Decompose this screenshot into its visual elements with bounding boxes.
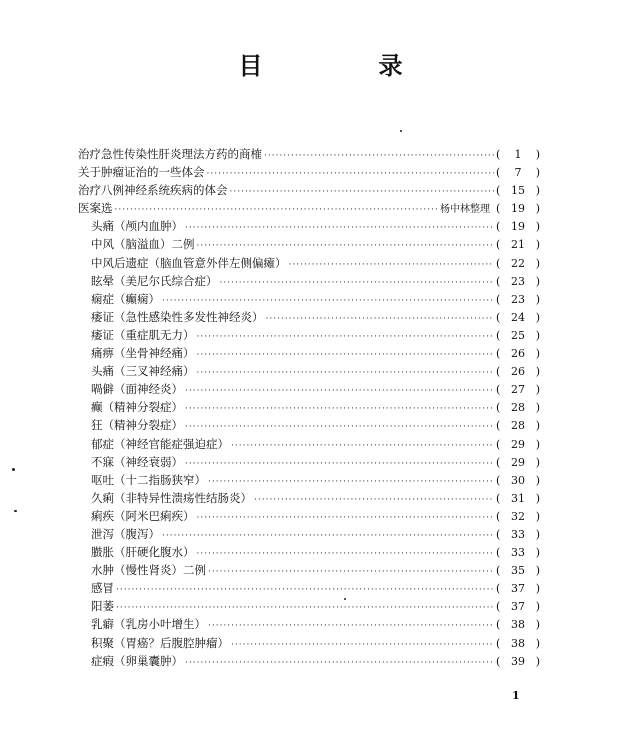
toc-entry bbox=[78, 326, 540, 344]
page-ref-number: 24 bbox=[511, 310, 525, 324]
toc-entry-page bbox=[496, 309, 540, 326]
dot-leader bbox=[231, 437, 494, 453]
paren-close: ) bbox=[535, 292, 540, 306]
dot-leader bbox=[220, 274, 495, 290]
toc-entry-page bbox=[496, 200, 540, 217]
toc-entry-page bbox=[496, 399, 540, 416]
dot-leader bbox=[208, 617, 494, 633]
paren-open: ( bbox=[496, 491, 501, 505]
scan-speck bbox=[400, 130, 402, 132]
paren-open: ( bbox=[496, 148, 501, 161]
dot-leader bbox=[116, 599, 494, 615]
toc-entry-title: 臌胀（肝硬化腹水） bbox=[91, 545, 195, 560]
paren-close: ) bbox=[535, 455, 540, 469]
paren-close: ) bbox=[535, 220, 540, 234]
page-ref-number: 35 bbox=[511, 564, 525, 578]
dot-leader bbox=[197, 545, 495, 561]
toc-entry bbox=[78, 344, 540, 362]
paren-close: ) bbox=[535, 274, 540, 288]
toc-entry-page bbox=[496, 417, 540, 434]
toc-entry bbox=[78, 145, 540, 163]
page-ref-number: 27 bbox=[511, 383, 525, 397]
toc-entry-page bbox=[496, 635, 540, 652]
page-ref-number: 37 bbox=[511, 582, 525, 596]
paren-open: ( bbox=[496, 473, 501, 487]
paren-close: ) bbox=[535, 148, 540, 161]
paren-open: ( bbox=[496, 310, 501, 324]
toc-entry-title: 痫症（癫痫） bbox=[91, 291, 160, 306]
toc-entry bbox=[78, 272, 540, 290]
dot-leader bbox=[289, 256, 495, 272]
dot-leader bbox=[185, 654, 494, 670]
toc-entry bbox=[78, 507, 540, 525]
toc-entry-title: 狂（精神分裂症） bbox=[91, 418, 183, 433]
paren-open: ( bbox=[496, 654, 501, 668]
paren-open: ( bbox=[496, 238, 501, 252]
toc-entry bbox=[78, 199, 540, 217]
dot-leader bbox=[116, 581, 494, 597]
dot-leader bbox=[197, 237, 495, 253]
page-ref-number: 32 bbox=[511, 509, 525, 523]
dot-leader bbox=[185, 455, 494, 471]
toc-entry-title: 泄泻（腹泻） bbox=[91, 526, 160, 541]
paren-open: ( bbox=[496, 618, 501, 632]
toc-entry-title: 治疗急性传染性肝炎理法方药的商榷 bbox=[78, 147, 262, 161]
toc-entry-page bbox=[496, 490, 540, 507]
paren-close: ) bbox=[535, 347, 540, 361]
toc-entry-page bbox=[496, 381, 540, 398]
paren-open: ( bbox=[496, 636, 501, 650]
toc-entry-page bbox=[496, 616, 540, 633]
toc-entry-title: 阳萎 bbox=[91, 599, 114, 614]
paren-open: ( bbox=[496, 347, 501, 361]
dot-leader bbox=[254, 491, 494, 507]
toc-entry-page bbox=[496, 472, 540, 489]
dot-leader bbox=[208, 473, 494, 489]
paren-close: ) bbox=[535, 491, 540, 505]
paren-open: ( bbox=[496, 220, 501, 234]
dot-leader bbox=[208, 563, 494, 579]
page-ref-number: 28 bbox=[511, 419, 525, 433]
dot-leader bbox=[115, 201, 439, 217]
toc-entry-title: 医案选 bbox=[78, 201, 113, 216]
dot-leader bbox=[197, 509, 495, 525]
toc-entry bbox=[78, 615, 540, 633]
paren-close: ) bbox=[535, 202, 540, 216]
page-ref-number: 39 bbox=[511, 654, 525, 668]
paren-open: ( bbox=[496, 202, 501, 216]
toc-entry-author: 杨中林整理 bbox=[440, 204, 490, 216]
toc-entry-page bbox=[496, 436, 540, 453]
paren-close: ) bbox=[535, 238, 540, 252]
paren-close: ) bbox=[535, 509, 540, 523]
toc-entry bbox=[78, 561, 540, 579]
paren-open: ( bbox=[496, 564, 501, 578]
toc-entry-title: 痿证（重症肌无力） bbox=[91, 327, 195, 342]
page-ref-number: 15 bbox=[511, 184, 525, 198]
toc-entry-page bbox=[496, 255, 540, 272]
page-ref-number: 33 bbox=[511, 527, 525, 541]
toc-entry bbox=[78, 235, 540, 253]
paren-close: ) bbox=[535, 401, 540, 415]
dot-leader bbox=[185, 382, 494, 398]
page-ref-number: 37 bbox=[511, 600, 525, 614]
paren-open: ( bbox=[496, 328, 501, 342]
page-ref-number: 30 bbox=[511, 473, 525, 487]
toc-entry-title: 中风后遗症（脑血管意外伴左侧偏瘫） bbox=[91, 255, 287, 270]
paren-close: ) bbox=[535, 256, 540, 270]
toc-entry-page bbox=[496, 164, 540, 181]
dot-leader bbox=[197, 364, 495, 380]
toc-entry-page bbox=[496, 580, 540, 597]
toc-entry bbox=[78, 362, 540, 380]
paren-open: ( bbox=[496, 455, 501, 469]
toc-entry-title: 症瘕（卵巢囊肿） bbox=[91, 653, 183, 668]
page-ref-number: 33 bbox=[511, 546, 525, 560]
toc-entry-title: 治疗八例神经系统疾病的体会 bbox=[78, 183, 228, 198]
page-ref-number: 28 bbox=[511, 401, 525, 415]
toc-entry bbox=[78, 489, 540, 507]
dot-leader bbox=[264, 147, 494, 163]
toc-entry-page bbox=[496, 327, 540, 344]
toc-entry-title: 不寐（神经衰弱） bbox=[91, 454, 183, 469]
toc-entry-title: 痢疾（阿米巴痢疾） bbox=[91, 508, 195, 523]
toc-entry bbox=[78, 453, 540, 471]
dot-leader bbox=[185, 400, 494, 416]
toc-entry bbox=[78, 254, 540, 272]
toc-entry bbox=[78, 416, 540, 434]
scan-speck bbox=[344, 598, 346, 600]
toc-entry-page bbox=[496, 454, 540, 471]
paren-open: ( bbox=[496, 401, 501, 415]
toc-entry-title: 头痛（三叉神经痛） bbox=[91, 364, 195, 379]
paren-open: ( bbox=[496, 292, 501, 306]
toc-entry bbox=[78, 579, 540, 597]
toc-entry bbox=[78, 308, 540, 326]
toc-entry-title: 乳癖（乳房小叶增生） bbox=[91, 617, 206, 632]
dot-leader bbox=[231, 636, 494, 652]
toc-entry-title: 关于肿瘤证治的一些体会 bbox=[78, 165, 205, 180]
scan-speck bbox=[14, 510, 17, 512]
paren-close: ) bbox=[535, 654, 540, 668]
paren-open: ( bbox=[496, 437, 501, 451]
dot-leader bbox=[185, 418, 494, 434]
paren-close: ) bbox=[535, 310, 540, 324]
page-ref-number: 23 bbox=[511, 292, 525, 306]
paren-open: ( bbox=[496, 582, 501, 596]
paren-open: ( bbox=[496, 509, 501, 523]
toc-entry-page bbox=[496, 508, 540, 525]
page-ref-number: 26 bbox=[511, 365, 525, 379]
toc-entry bbox=[78, 380, 540, 398]
paren-open: ( bbox=[496, 527, 501, 541]
page-ref-number: 26 bbox=[511, 347, 525, 361]
paren-open: ( bbox=[496, 365, 501, 379]
paren-close: ) bbox=[535, 546, 540, 560]
toc-entry bbox=[78, 217, 540, 235]
table-of-contents bbox=[78, 145, 540, 670]
paren-close: ) bbox=[535, 473, 540, 487]
page-ref-number: 1 bbox=[514, 148, 522, 161]
toc-entry-title: 痛痹（坐骨神经痛） bbox=[91, 346, 195, 361]
paren-open: ( bbox=[496, 546, 501, 560]
toc-entry-title: 中风（脑溢血）二例 bbox=[91, 237, 195, 252]
dot-leader bbox=[230, 183, 495, 199]
toc-entry bbox=[78, 525, 540, 543]
page-ref-number: 25 bbox=[511, 328, 525, 342]
toc-entry-page bbox=[496, 653, 540, 670]
toc-entry bbox=[78, 398, 540, 416]
page-ref-number: 19 bbox=[511, 220, 525, 234]
toc-entry-title: 久痢（非特异性溃疡性结肠炎） bbox=[91, 490, 252, 505]
toc-entry-title: 水肿（慢性肾炎）二例 bbox=[91, 563, 206, 578]
scan-speck bbox=[12, 468, 15, 471]
paren-close: ) bbox=[535, 600, 540, 614]
page-ref-number: 23 bbox=[511, 274, 525, 288]
page-ref-number: 19 bbox=[511, 202, 525, 216]
toc-entry-title: 郁症（神经官能症强迫症） bbox=[91, 436, 229, 451]
page-ref-number: 38 bbox=[511, 618, 525, 632]
dot-leader bbox=[197, 346, 495, 362]
toc-entry-title: 眩晕（美尼尔氏综合症） bbox=[91, 273, 218, 288]
page-ref-number: 38 bbox=[511, 636, 525, 650]
page-ref-number: 31 bbox=[511, 491, 525, 505]
paren-open: ( bbox=[496, 166, 501, 180]
toc-entry-title: 感冒 bbox=[91, 581, 114, 596]
toc-entry-page bbox=[496, 562, 540, 579]
paren-open: ( bbox=[496, 419, 501, 433]
paren-close: ) bbox=[535, 419, 540, 433]
toc-entry bbox=[78, 543, 540, 561]
toc-entry-page bbox=[496, 544, 540, 561]
toc-entry-page bbox=[496, 146, 540, 163]
toc-entry-page bbox=[496, 273, 540, 290]
toc-entry bbox=[78, 290, 540, 308]
paren-open: ( bbox=[496, 274, 501, 288]
paren-open: ( bbox=[496, 600, 501, 614]
toc-entry bbox=[78, 163, 540, 181]
paren-close: ) bbox=[535, 184, 540, 198]
toc-entry-title: 痿证（急性感染性多发性神经炎） bbox=[91, 309, 264, 324]
toc-entry bbox=[78, 181, 540, 199]
paren-close: ) bbox=[535, 437, 540, 451]
toc-entry bbox=[78, 597, 540, 615]
toc-entry-title: 积聚（胃癌？后腹腔肿瘤） bbox=[91, 635, 229, 650]
paren-close: ) bbox=[535, 582, 540, 596]
page-ref-number: 29 bbox=[511, 455, 525, 469]
toc-entry-title: 癫（精神分裂症） bbox=[91, 400, 183, 415]
paren-close: ) bbox=[535, 166, 540, 180]
toc-entry-page bbox=[496, 363, 540, 380]
toc-entry-title: 呕吐（十二指肠狭窄） bbox=[91, 472, 206, 487]
toc-entry bbox=[78, 634, 540, 652]
paren-close: ) bbox=[535, 383, 540, 397]
paren-open: ( bbox=[496, 383, 501, 397]
paren-close: ) bbox=[535, 636, 540, 650]
page-ref-number: 21 bbox=[511, 238, 525, 252]
paren-close: ) bbox=[535, 618, 540, 632]
dot-leader bbox=[266, 310, 495, 326]
dot-leader bbox=[207, 165, 495, 181]
paren-close: ) bbox=[535, 365, 540, 379]
paren-open: ( bbox=[496, 184, 501, 198]
paren-close: ) bbox=[535, 527, 540, 541]
page-ref-number: 29 bbox=[511, 437, 525, 451]
toc-entry-page bbox=[496, 218, 540, 235]
toc-entry-title: 喎僻（面神经炎） bbox=[91, 382, 183, 397]
toc-entry-title: 头痛（颅内血肿） bbox=[91, 219, 183, 234]
page-number: 1 bbox=[512, 689, 520, 702]
paren-close: ) bbox=[535, 564, 540, 578]
toc-entry bbox=[78, 652, 540, 670]
page-ref-number: 22 bbox=[511, 256, 525, 270]
dot-leader bbox=[197, 328, 495, 344]
toc-entry-page bbox=[496, 236, 540, 253]
toc-entry bbox=[78, 435, 540, 453]
dot-leader bbox=[162, 292, 494, 308]
dot-leader bbox=[185, 219, 494, 235]
toc-entry-page bbox=[496, 598, 540, 615]
page-title: 目 录 bbox=[238, 52, 449, 80]
toc-entry-page bbox=[496, 345, 540, 362]
toc-entry-page bbox=[496, 182, 540, 199]
toc-entry bbox=[78, 471, 540, 489]
paren-close: ) bbox=[535, 328, 540, 342]
page-ref-number: 7 bbox=[514, 166, 522, 180]
paren-open: ( bbox=[496, 256, 501, 270]
toc-entry-page bbox=[496, 291, 540, 308]
toc-entry-page bbox=[496, 526, 540, 543]
dot-leader bbox=[162, 527, 494, 543]
